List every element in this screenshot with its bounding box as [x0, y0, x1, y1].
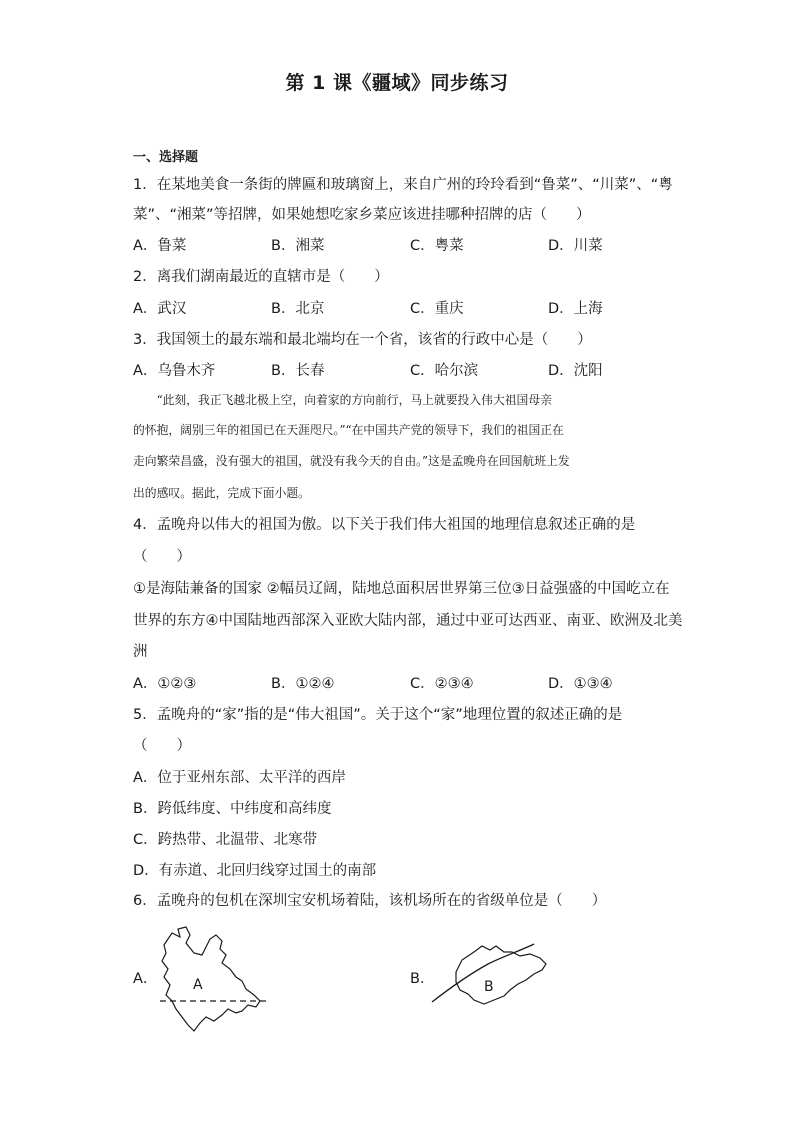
q3-stem: 3．我国领土的最东端和最北端均在一个省，该省的行政中心是（ ）	[133, 332, 592, 348]
q4-option-c: C．②③④	[410, 676, 474, 692]
q5-option-d: D．有赤道、北回归线穿过国土的南部	[133, 863, 377, 879]
q3-option-c: C．哈尔滨	[410, 363, 479, 379]
province-outline-a	[162, 927, 260, 1031]
q2-option-d: D．上海	[548, 301, 603, 317]
q6-stem: 6．孟晚舟的包机在深圳宝安机场着陆，该机场所在的省级单位是（ ）	[133, 893, 607, 909]
q5-option-b: B．跨低纬度、中纬度和高纬度	[133, 801, 332, 817]
q3-option-a: A．乌鲁木齐	[133, 363, 216, 379]
province-map-a	[150, 925, 268, 1035]
q6-option-a: A．	[133, 971, 158, 987]
province-map-b	[430, 938, 555, 1010]
q1-option-c: C．粤菜	[410, 238, 464, 254]
q1-stem-line2: 菜”、“湘菜”等招牌，如果她想吃家乡菜应该进挂哪种招牌的店（ ）	[133, 207, 591, 223]
q4-option-b: B．①②④	[271, 676, 335, 692]
map-label-a: A	[193, 977, 203, 993]
q4-stem-line5: 洲	[133, 644, 148, 660]
passage-line3: 走向繁荣昌盛，没有强大的祖国，就没有我今天的自由。”这是孟晚舟在回国航班上发	[133, 454, 570, 468]
q1-stem-line1: 1．在某地美食一条街的牌匾和玻璃窗上，来自广州的玲玲看到“鲁菜”、“川菜”、“粤	[133, 177, 673, 193]
q4-option-a: A．①②③	[133, 676, 197, 692]
q2-option-b: B．北京	[271, 301, 325, 317]
q1-option-d: D．川菜	[548, 238, 603, 254]
q5-option-a: A．位于亚州东部、太平洋的西岸	[133, 770, 346, 786]
passage-line1: “此刻，我正飞越北极上空，向着家的方向前行，马上就要投入伟大祖国母亲	[133, 393, 552, 407]
q5-stem-line2: （ ）	[133, 738, 191, 754]
q1-option-a: A．鲁菜	[133, 238, 187, 254]
q4-stem-line4: 世界的东方④中国陆地西部深入亚欧大陆内部，通过中亚可达西亚、南亚、欧洲及北美	[133, 613, 683, 629]
q6-option-b: B．	[410, 971, 435, 987]
q4-stem-line1: 4．孟晚舟以伟大的祖国为傲。以下关于我们伟大祖国的地理信息叙述正确的是	[133, 517, 636, 533]
q4-stem-line2: （ ）	[133, 549, 191, 565]
section-heading: 一、选择题	[133, 150, 199, 165]
q2-stem: 2．离我们湖南最近的直辖市是（ ）	[133, 269, 389, 285]
q3-option-d: D．沈阳	[548, 363, 603, 379]
q4-option-d: D．①③④	[548, 676, 613, 692]
q2-option-c: C．重庆	[410, 301, 464, 317]
q4-stem-line3: ①是海陆兼备的国家 ②幅员辽阔，陆地总面积居世界第三位③日益强盛的中国屹立在	[133, 581, 670, 597]
q3-option-b: B．长春	[271, 363, 325, 379]
q1-option-b: B．湘菜	[271, 238, 325, 254]
page-title: 第 1 课《疆域》同步练习	[285, 72, 509, 94]
q5-stem-line1: 5．孟晚舟的“家”指的是“伟大祖国”。关于这个“家”地理位置的叙述正确的是	[133, 707, 623, 723]
q2-option-a: A．武汉	[133, 301, 187, 317]
passage-line2: 的怀抱，阔别三年的祖国已在天涯咫尺。”“在中国共产党的领导下，我们的祖国正在	[133, 423, 564, 437]
boundary-curve	[432, 944, 534, 1002]
map-label-b: B	[484, 979, 494, 995]
passage-line4: 出的感叹。据此，完成下面小题。	[133, 486, 310, 500]
q5-option-c: C．跨热带、北温带、北寒带	[133, 832, 318, 848]
